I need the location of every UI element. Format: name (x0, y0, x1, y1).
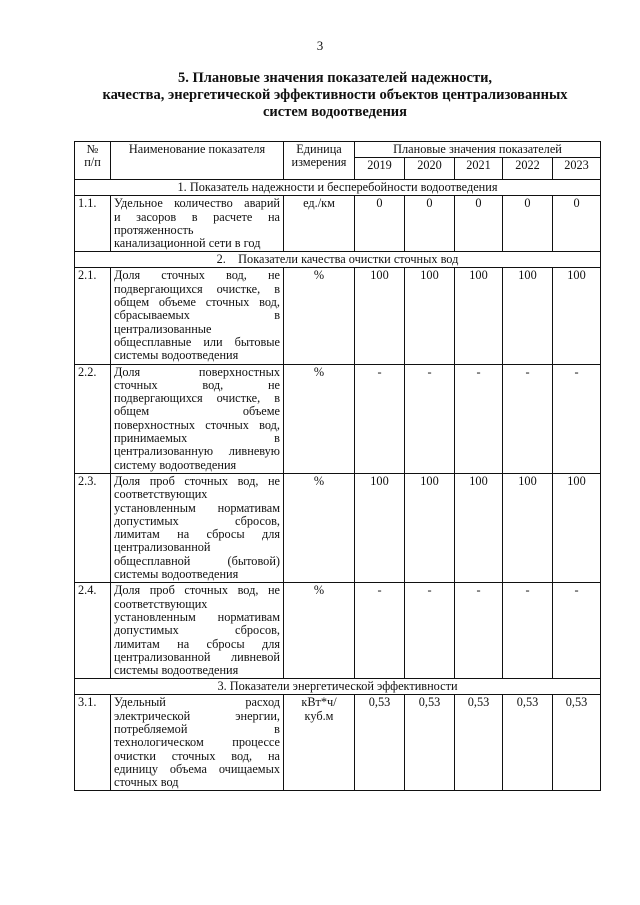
row-number: 2.2. (75, 364, 111, 473)
planned-value: 0 (405, 196, 455, 252)
title-line: 5. Плановые значения показателей надежности, (177, 70, 493, 86)
row-number: 2.4. (75, 583, 111, 679)
unit-of-measure: % (284, 268, 355, 364)
title-line: качества, энергетической эффективности объектов централизованных (102, 87, 568, 103)
header-year: 2023 (553, 158, 601, 180)
indicator-name-line: Доля поверхностных (114, 364, 280, 379)
planned-value: 0,53 (553, 695, 601, 791)
planned-value: - (455, 364, 503, 473)
header-num: № п/п (75, 142, 111, 180)
indicator-name-line: сбрасываемых в (114, 308, 280, 323)
planned-value: 100 (455, 268, 503, 364)
indicator-name-line: лимитам на сбросы для (114, 527, 280, 542)
indicator-name-line: общесплавной (бытовой) (114, 553, 280, 568)
planned-value: 0 (455, 196, 503, 252)
indicator-name-line: сточных вод (114, 775, 179, 790)
indicator-name-line: электрической энергии, (114, 708, 280, 723)
header-planned-values: Плановые значения показателей (355, 142, 601, 158)
indicator-name-line: Удельное количество аварий (114, 196, 280, 211)
row-number: 1.1. (75, 196, 111, 252)
planned-value: - (553, 364, 601, 473)
planned-value: 0,53 (405, 695, 455, 791)
planned-value: - (553, 583, 601, 679)
table-row (75, 473, 601, 582)
indicator-name-line: централизованные (114, 321, 212, 336)
indicators-table (74, 141, 601, 791)
planned-value: 100 (455, 473, 503, 582)
indicator-name (111, 583, 284, 679)
indicator-name-line: Доля проб сточных вод, не (114, 583, 280, 598)
planned-value: 100 (405, 268, 455, 364)
table-row (75, 364, 601, 473)
row-number: 3.1. (75, 695, 111, 791)
planned-value: 100 (355, 473, 405, 582)
section-title: 1. Показатель надежности и бесперебойности водоотведения (75, 180, 601, 196)
unit-of-measure: % (284, 364, 355, 473)
planned-value: 0,53 (455, 695, 503, 791)
indicator-name (111, 268, 284, 364)
unit-of-measure: кВт*ч/ куб.м (284, 695, 355, 791)
indicator-name-line: протяженность (114, 222, 194, 237)
planned-value: 0,53 (355, 695, 405, 791)
indicator-name-line: и засоров в расчете на (114, 209, 280, 224)
indicator-name-line: общем объеме сточных вод, (114, 295, 280, 310)
page-number: 3 (316, 38, 324, 53)
section-header-row (75, 252, 601, 268)
indicator-name-line: единицу объема очищаемых (114, 761, 280, 776)
indicator-name-line: сточных вод, не (114, 377, 280, 392)
indicator-name-line: Доля сточных вод, не (114, 268, 280, 283)
row-number: 2.1. (75, 268, 111, 364)
indicator-name-line: потребляемой в (114, 721, 280, 736)
planned-value: - (405, 583, 455, 679)
planned-value: 100 (405, 473, 455, 582)
planned-value: 100 (503, 268, 553, 364)
planned-value: 100 (553, 268, 601, 364)
planned-value: 0,53 (503, 695, 553, 791)
indicator-name-line: систему водоотведения (114, 457, 237, 472)
planned-value: 100 (553, 473, 601, 582)
indicator-name (111, 473, 284, 582)
unit-of-measure: % (284, 583, 355, 679)
indicator-name-line: подвергающихся очистке, в (114, 281, 280, 296)
planned-value: - (503, 364, 553, 473)
title-line: систем водоотведения (262, 104, 408, 120)
indicator-name (111, 196, 284, 252)
indicator-name-line: централизованной (114, 540, 211, 555)
header-name: Наименование показателя (111, 142, 284, 180)
indicator-name-line: централизованную ливневую (114, 444, 280, 459)
indicator-name-line: подвергающихся очистке, в (114, 391, 280, 406)
section-header-row (75, 679, 601, 695)
section-header-row (75, 180, 601, 196)
planned-value: 0 (355, 196, 405, 252)
table-row (75, 268, 601, 364)
indicator-name-line: системы водоотведения (114, 567, 239, 582)
indicator-name-line: поверхностных сточных вод, (114, 417, 280, 432)
header-year: 2020 (405, 158, 455, 180)
indicator-name-line: лимитам на сбросы для (114, 636, 280, 651)
planned-value: 100 (355, 268, 405, 364)
indicator-name-line: системы водоотведения (114, 348, 239, 363)
indicator-name-line: канализационной сети в год (114, 236, 261, 251)
table-row (75, 695, 601, 791)
indicator-name (111, 364, 284, 473)
header-year: 2019 (355, 158, 405, 180)
planned-value: 0 (503, 196, 553, 252)
indicator-name-line: технологическом процессе (114, 735, 280, 750)
table-row (75, 196, 601, 252)
section-title: 3. Показатели энергетической эффективности (75, 679, 601, 695)
indicator-name-line: установленным нормативам (114, 609, 280, 624)
planned-value: - (355, 364, 405, 473)
indicator-name-line: допустимых сбросов, (114, 623, 280, 638)
planned-value: - (455, 583, 503, 679)
indicator-name-line: общем объеме (114, 404, 280, 419)
indicator-name-line: соответствующих (114, 596, 208, 611)
header-year: 2021 (455, 158, 503, 180)
indicator-name-line: соответствующих (114, 487, 208, 502)
indicator-name-line: принимаемых в (114, 431, 280, 446)
indicator-name-line: системы водоотведения (114, 663, 239, 678)
planned-value: - (355, 583, 405, 679)
planned-value: - (503, 583, 553, 679)
indicator-name-line: общесплавные или бытовые (114, 334, 280, 349)
section-title: 2. Показатели качества очистки сточных вод (75, 252, 601, 268)
indicator-name-line: Удельный расход (114, 695, 280, 710)
indicator-name-line: централизованной ливневой (114, 649, 280, 664)
indicator-name-line: допустимых сбросов, (114, 513, 280, 528)
document-title (40, 70, 630, 121)
planned-value: 0 (553, 196, 601, 252)
header-year: 2022 (503, 158, 553, 180)
header-unit: Единица измерения (284, 142, 355, 180)
unit-of-measure: % (284, 473, 355, 582)
planned-value: - (405, 364, 455, 473)
table-row (75, 583, 601, 679)
unit-of-measure: ед./км (284, 196, 355, 252)
planned-value: 100 (503, 473, 553, 582)
indicator-name (111, 695, 284, 791)
indicator-name-line: Доля проб сточных вод, не (114, 473, 280, 488)
row-number: 2.3. (75, 473, 111, 582)
indicator-name-line: очистки сточных вод, на (114, 748, 280, 763)
indicator-name-line: установленным нормативам (114, 500, 280, 515)
